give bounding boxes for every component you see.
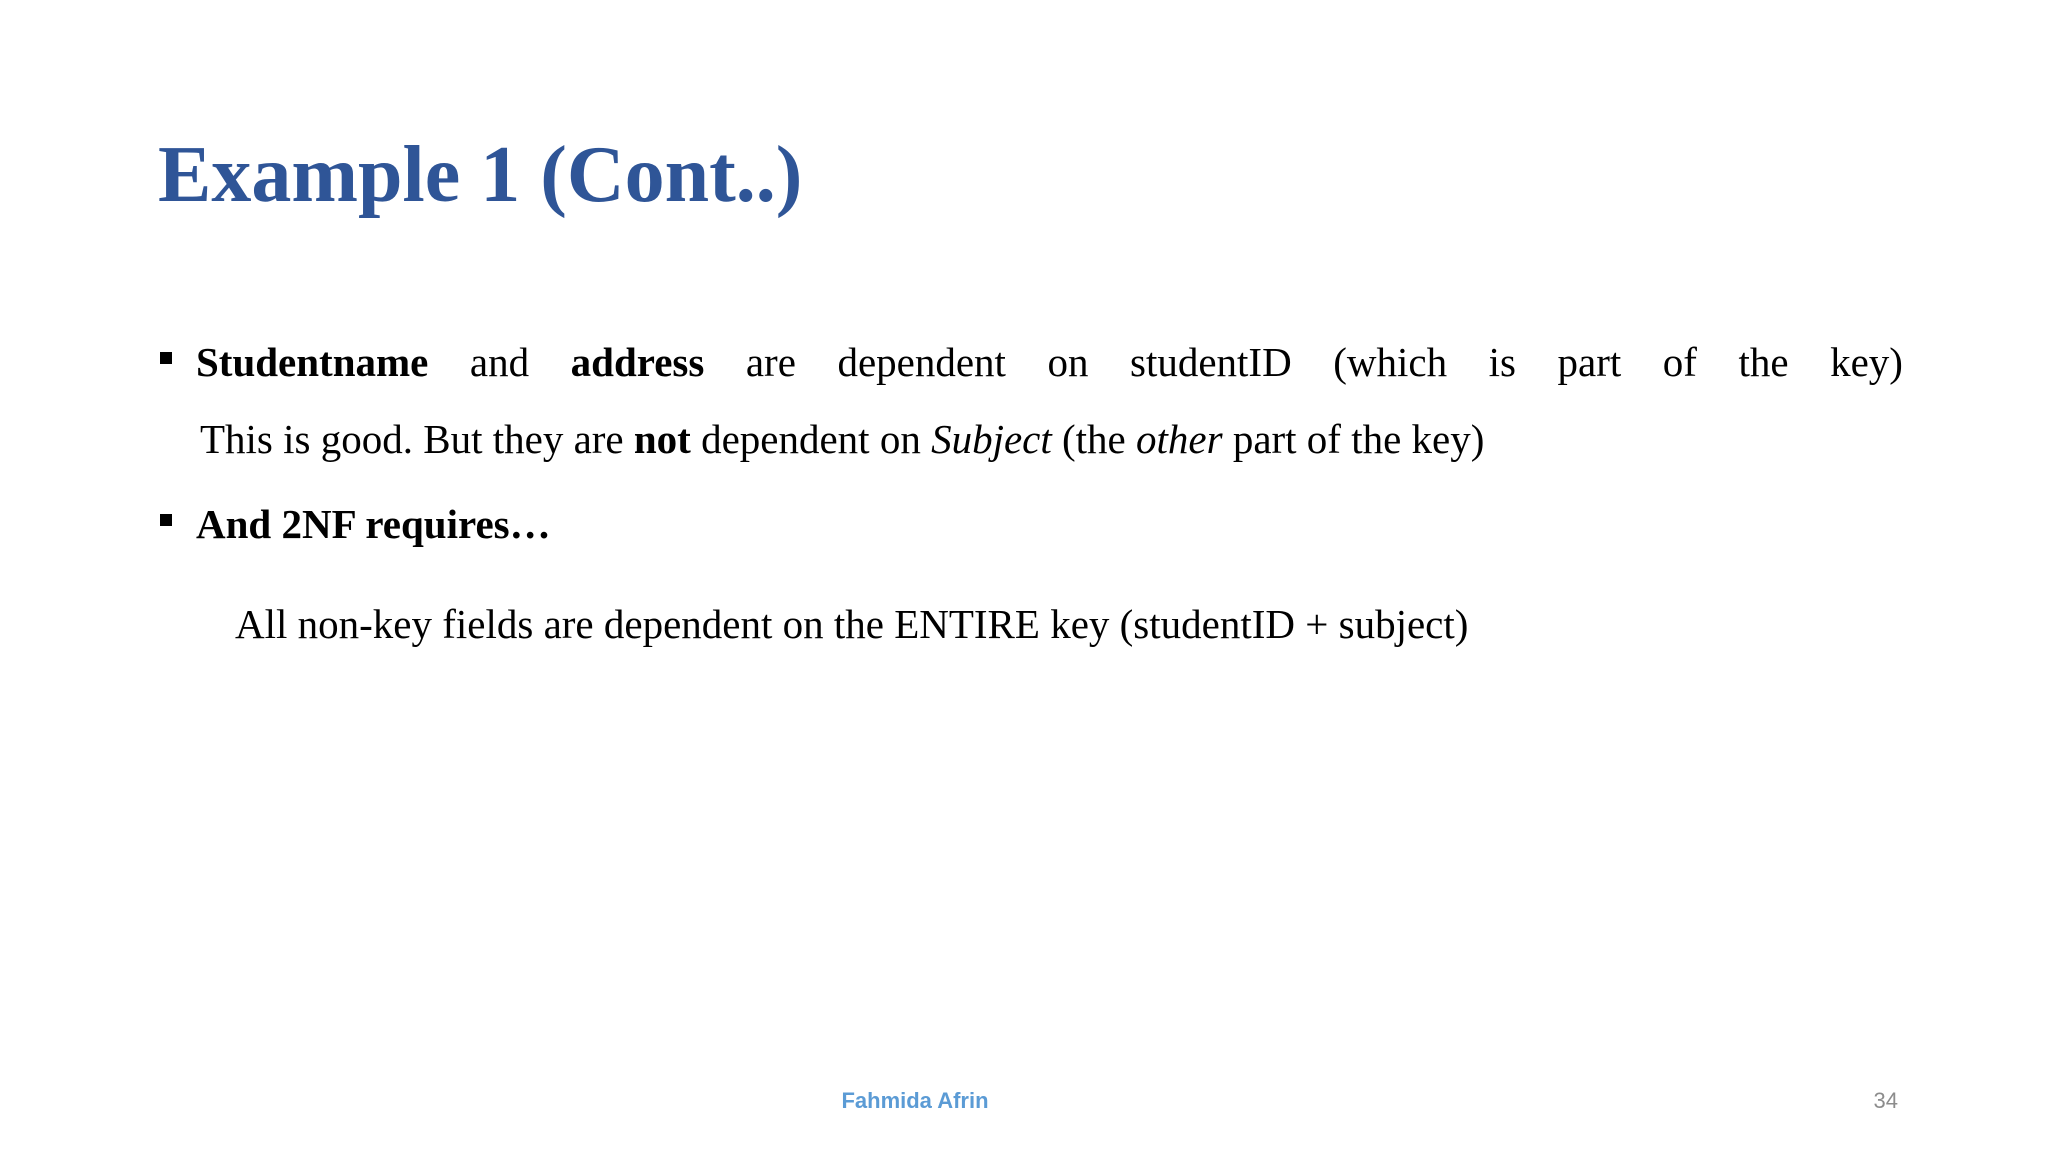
bullet-1-first-line — [196, 332, 1903, 392]
bullet-item-1 — [158, 332, 1903, 469]
word: dependent — [837, 339, 1006, 385]
word-address: address — [570, 339, 705, 385]
slide-title: Example 1 (Cont..) — [158, 131, 803, 219]
slide-content — [158, 332, 1903, 654]
text-run: dependent on — [690, 416, 932, 462]
emphasis-other: other — [1136, 416, 1223, 462]
bullet-2-detail: All non-key fields are dependent on the ENTIRE key (studentID + subject) — [235, 601, 1469, 647]
word: (which — [1333, 339, 1448, 385]
word-studentname: Studentname — [196, 339, 429, 385]
word: key) — [1830, 339, 1903, 385]
emphasis-subject: Subject — [931, 416, 1052, 462]
word: the — [1738, 339, 1789, 385]
word: and — [469, 339, 530, 385]
bullet-1-second-line — [196, 409, 1903, 469]
square-bullet-icon — [160, 514, 172, 526]
word: on — [1047, 339, 1089, 385]
footer-author: Fahmida Afrin — [841, 1088, 989, 1113]
emphasis-not: not — [633, 416, 691, 462]
word: is — [1488, 339, 1516, 385]
word: of — [1662, 339, 1697, 385]
word: are — [745, 339, 796, 385]
page-number: 34 — [1873, 1088, 1898, 1113]
text-run: This is good. But they are — [200, 416, 634, 462]
word: studentID — [1129, 339, 1292, 385]
text-run: (the — [1051, 416, 1137, 462]
bullet-item-2 — [158, 494, 1903, 554]
word: part — [1557, 339, 1622, 385]
text-run: part of the key) — [1222, 416, 1485, 462]
bullet-2-heading: And 2NF requires… — [196, 501, 551, 547]
square-bullet-icon — [160, 352, 172, 364]
